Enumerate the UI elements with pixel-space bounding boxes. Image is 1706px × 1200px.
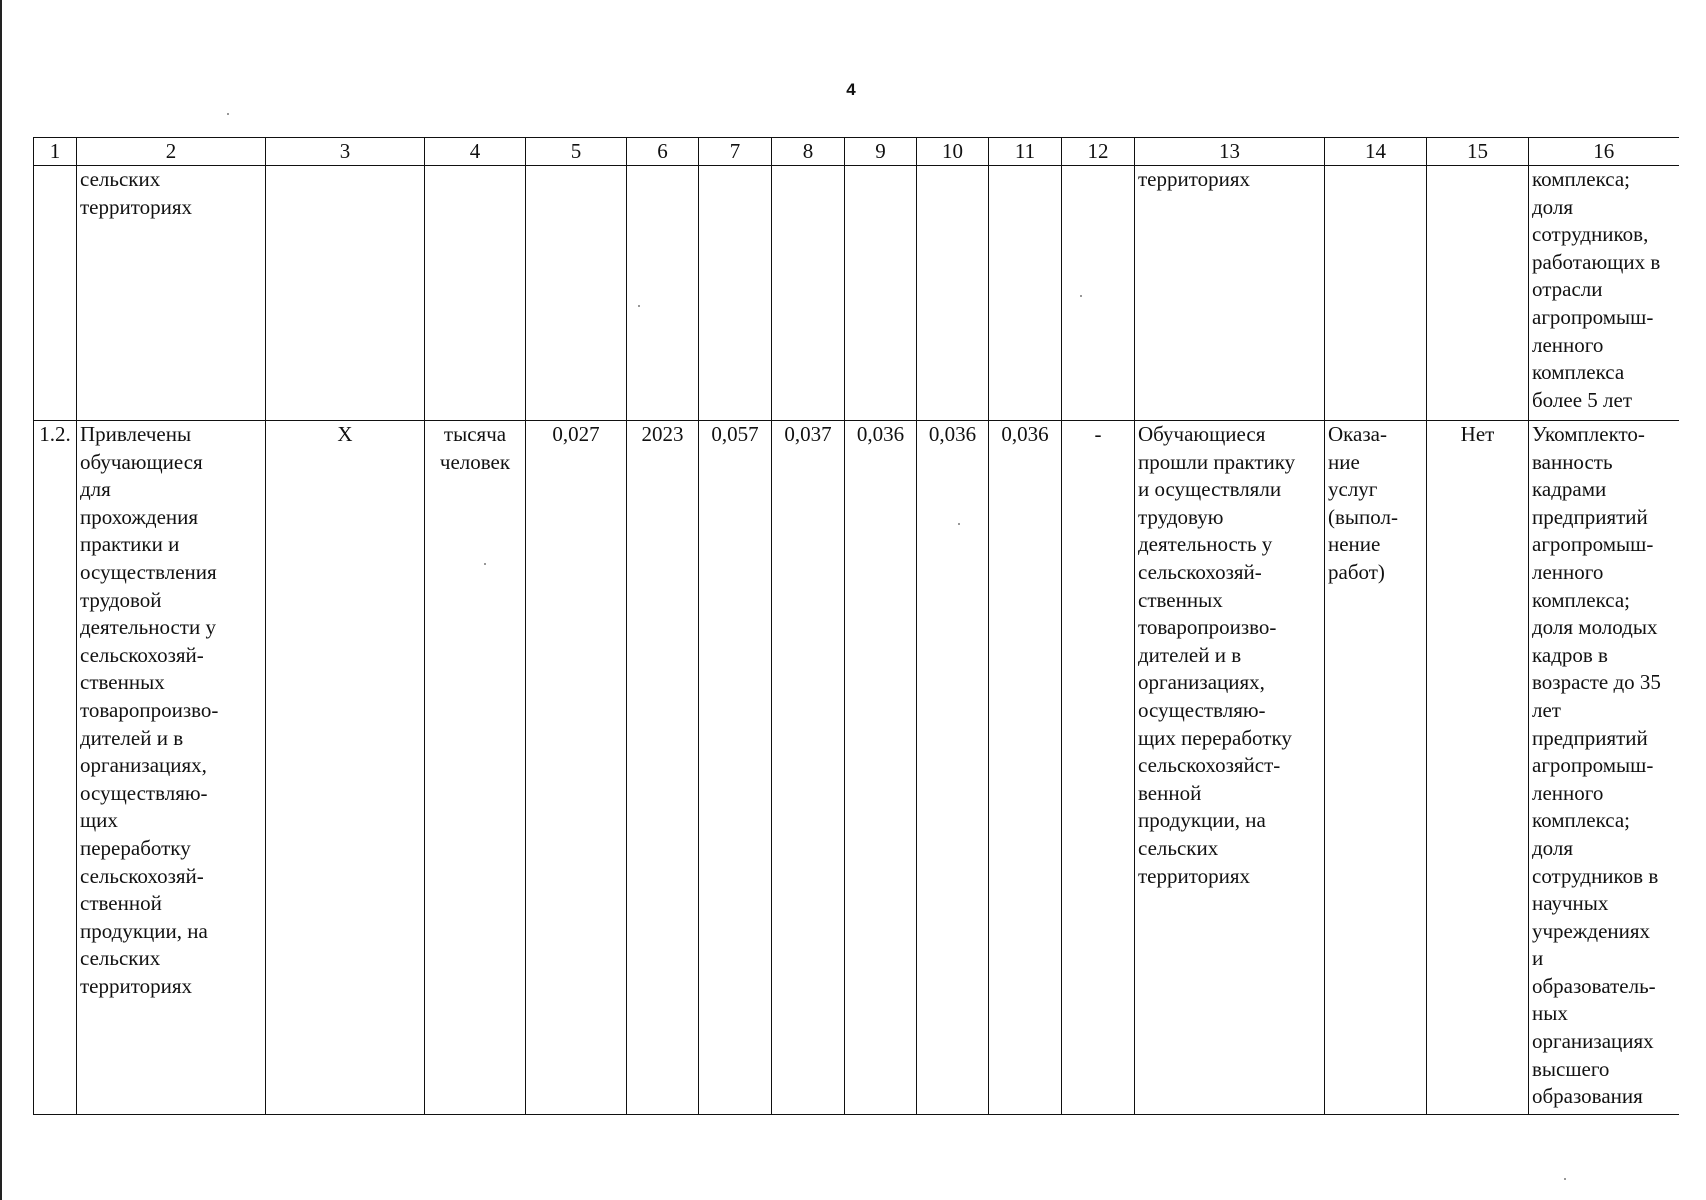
value-cell: 0,037 <box>772 421 845 1115</box>
linked-indicators-cell: Укомплекто- ванность кадрами предприятий агропромыш- ленного комплекса; доля молодых кадров в возрасте до 35 лет предприятий агропромыш- ленного комплекса; доля сотрудников в научных учреждениях и образователь- ных организациях высшего образования <box>1529 421 1679 1115</box>
table-cell: Х <box>266 421 425 1115</box>
table-cell <box>425 166 526 421</box>
header-cell: 15 <box>1427 138 1529 166</box>
value-cell: 0,036 <box>917 421 989 1115</box>
base-year-cell: 2023 <box>627 421 699 1115</box>
indicator-table <box>33 137 1679 1115</box>
result-type-cell: Оказа- ние услуг (выпол- нение работ) <box>1325 421 1427 1115</box>
header-cell: 14 <box>1325 138 1427 166</box>
scan-speck <box>1564 1178 1566 1180</box>
header-cell: 9 <box>845 138 917 166</box>
value-cell: 0,036 <box>845 421 917 1115</box>
table-cell <box>917 166 989 421</box>
scan-speck <box>958 523 960 525</box>
result-description-cell: территориях <box>1135 166 1325 421</box>
header-cell: 12 <box>1062 138 1135 166</box>
scan-speck <box>484 563 486 565</box>
table-row <box>34 421 1679 1115</box>
header-cell: 6 <box>627 138 699 166</box>
page-number: 4 <box>846 80 856 99</box>
row-number-cell: 1.2. <box>34 421 77 1115</box>
table-cell: Нет <box>1427 421 1529 1115</box>
header-cell: 1 <box>34 138 77 166</box>
table-cell <box>1325 166 1427 421</box>
table-cell <box>266 166 425 421</box>
header-cell: 16 <box>1529 138 1679 166</box>
header-cell: 3 <box>266 138 425 166</box>
header-cell: 11 <box>989 138 1062 166</box>
result-description-cell: Обучающиеся прошли практику и осуществляли трудовую деятельность у сельскохозяй- ственных товаропроизво- дителей и в организациях, осуществляю- щих переработку сельскохозяйст- венной продукции, на сельских территориях <box>1135 421 1325 1115</box>
header-cell: 5 <box>526 138 627 166</box>
indicator-name-cell: Привлечены обучающиеся для прохождения практики и осуществления трудовой деятельности у сельскохозяй- ственных товаропроизво- дителей и в организациях, осуществляю- щих переработку сельскохозяй- ственной продукции, на сельских территориях <box>77 421 266 1115</box>
page-left-border <box>0 0 2 1200</box>
header-cell: 7 <box>699 138 772 166</box>
table-cell <box>1062 166 1135 421</box>
scan-speck <box>638 305 640 307</box>
value-cell: - <box>1062 421 1135 1115</box>
table-cell <box>627 166 699 421</box>
scan-speck <box>227 113 229 115</box>
table-cell <box>1427 166 1529 421</box>
continuation-row <box>34 166 1679 421</box>
base-value-cell: 0,027 <box>526 421 627 1115</box>
table-cell <box>845 166 917 421</box>
table-cell <box>526 166 627 421</box>
table-cell <box>989 166 1062 421</box>
column-number-row <box>34 138 1679 166</box>
header-cell: 10 <box>917 138 989 166</box>
value-cell: 0,057 <box>699 421 772 1115</box>
linked-indicators-cell: комплекса; доля сотрудников, работающих в отрасли агропромыш- ленного комплекса более 5 лет <box>1529 166 1679 421</box>
header-cell: 4 <box>425 138 526 166</box>
table-cell <box>772 166 845 421</box>
header-cell: 8 <box>772 138 845 166</box>
table-cell <box>699 166 772 421</box>
header-cell: 2 <box>77 138 266 166</box>
unit-cell: тысяча человек <box>425 421 526 1115</box>
header-cell: 13 <box>1135 138 1325 166</box>
table-cell <box>34 166 77 421</box>
indicator-name-cell: сельских территориях <box>77 166 266 421</box>
scan-speck <box>1080 295 1082 297</box>
value-cell: 0,036 <box>989 421 1062 1115</box>
